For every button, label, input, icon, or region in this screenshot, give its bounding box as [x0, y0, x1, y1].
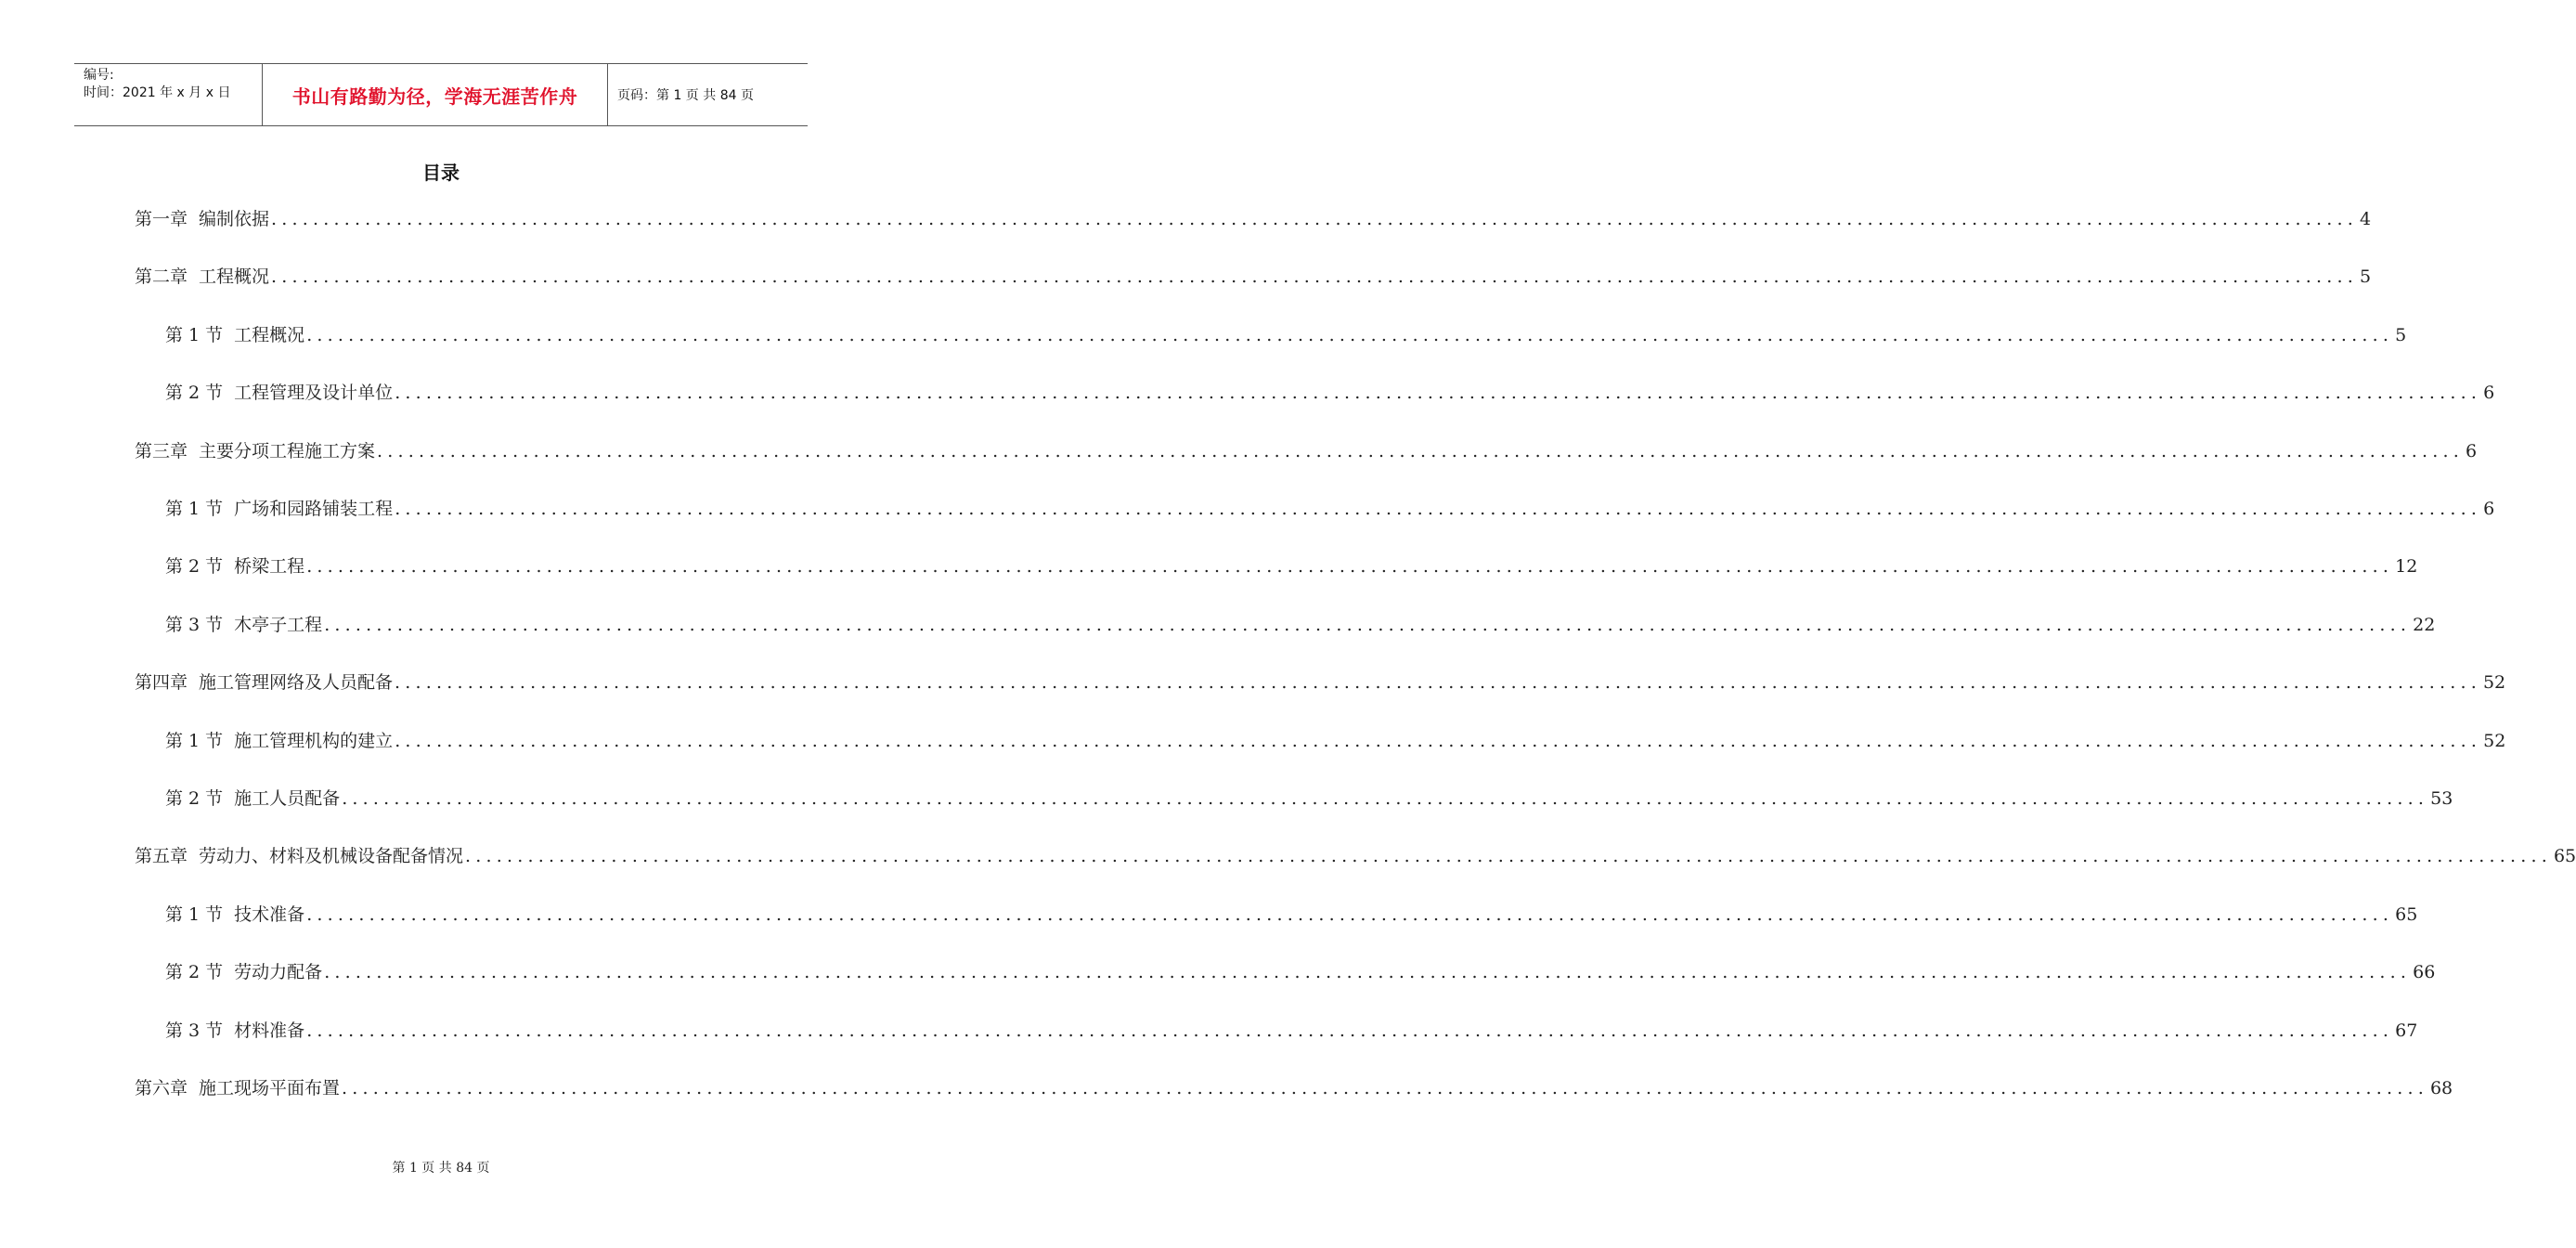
toc-entry-title: 劳动力配备	[234, 962, 323, 983]
header-page-cell	[608, 64, 808, 125]
toc-entry-number: 第 2 节	[165, 383, 224, 404]
toc-entry[interactable]	[165, 379, 2495, 407]
toc-dot-leader: ........................................................................................................................................................................................................	[465, 846, 2552, 867]
toc-entry-title: 劳动力、材料及机械设备配备情况	[199, 846, 464, 867]
toc-entry-number: 第三章	[135, 440, 188, 462]
toc-entry-label	[165, 727, 393, 755]
toc-entry-number: 第一章	[135, 209, 188, 229]
toc-entry-label	[165, 1017, 304, 1045]
toc-entry-number: 第六章	[135, 1078, 188, 1098]
toc-entry[interactable]	[165, 321, 2407, 349]
toc-entry-label	[135, 1074, 340, 1102]
toc-entry-label	[165, 552, 304, 580]
toc-dot-leader: ........................................................................................................................................................................................................	[306, 324, 2394, 345]
toc-entry-title: 编制依据	[199, 209, 270, 229]
toc-entry-label	[165, 958, 322, 986]
toc-dot-leader: ........................................................................................................................................................................................................	[342, 1078, 2428, 1098]
toc-entry-label	[165, 379, 393, 407]
toc-entry-label	[135, 205, 269, 233]
toc-entry[interactable]	[165, 727, 2506, 755]
toc-entry[interactable]	[135, 669, 2506, 696]
header-info-cell	[74, 64, 262, 125]
toc-entry-title: 工程概况	[234, 324, 305, 345]
header-motto-cell	[262, 64, 608, 125]
toc-dot-leader: ........................................................................................................................................................................................................	[342, 788, 2429, 809]
toc-entry-page: 65	[2553, 846, 2576, 867]
toc-entry-number: 第 1 节	[165, 904, 224, 925]
toc-entry-title: 施工人员配备	[234, 788, 341, 809]
toc-entry-title: 施工现场平面布置	[199, 1078, 341, 1098]
toc-entry-page: 65	[2395, 904, 2418, 925]
toc-entry-title: 广场和园路铺装工程	[234, 499, 394, 519]
toc-entry-page: 22	[2413, 614, 2436, 635]
toc-dot-leader: ........................................................................................................................................................................................................	[306, 904, 2394, 925]
toc-entry-label	[165, 901, 304, 929]
toc-entry-title: 工程管理及设计单位	[234, 383, 394, 404]
toc-entry[interactable]	[165, 611, 2436, 639]
toc-entry[interactable]	[135, 205, 2372, 233]
toc-entry-number: 第 1 节	[165, 324, 224, 345]
toc-entry-number: 第四章	[135, 672, 188, 694]
header-motto: 书山有路勤为径，学海无涯苦作舟	[291, 84, 578, 108]
toc-entry-number: 第 2 节	[165, 962, 224, 983]
toc-entry-page: 6	[2465, 440, 2478, 462]
toc-entry[interactable]	[135, 437, 2478, 465]
toc-entry[interactable]	[165, 785, 2453, 812]
toc-entry-page: 66	[2413, 962, 2436, 983]
toc-entry-title: 施工管理网络及人员配备	[199, 672, 394, 694]
toc-entry[interactable]	[135, 263, 2372, 291]
toc-entry-label	[165, 611, 322, 639]
header-page-number: 页码：第 1 页 共 84 页	[617, 88, 754, 103]
toc-dot-leader: ........................................................................................................................................................................................................	[306, 556, 2394, 578]
toc-entry[interactable]	[165, 1017, 2418, 1045]
toc-entry-title: 主要分项工程施工方案	[199, 440, 376, 462]
toc-dot-leader: ........................................................................................................................................................................................................	[324, 614, 2412, 635]
document-number-label: 编号:	[84, 68, 114, 83]
toc-entry-label	[135, 842, 463, 870]
toc-entry-label	[165, 495, 393, 523]
toc-entry-page: 52	[2483, 730, 2506, 751]
toc-entry-title: 工程概况	[199, 266, 270, 288]
toc-entry-page: 4	[2359, 209, 2372, 229]
toc-entry[interactable]	[135, 1074, 2453, 1102]
toc-dot-leader: ........................................................................................................................................................................................................	[271, 266, 2358, 288]
toc-entry[interactable]	[165, 958, 2436, 986]
toc-entry-title: 技术准备	[234, 904, 305, 925]
toc-dot-leader: ........................................................................................................................................................................................................	[395, 672, 2481, 694]
toc-entry[interactable]	[165, 552, 2418, 580]
toc-entry-number: 第 2 节	[165, 788, 224, 809]
toc-entry-page: 67	[2395, 1020, 2418, 1041]
toc-entry-page: 5	[2395, 324, 2407, 345]
toc-dot-leader: ........................................................................................................................................................................................................	[395, 730, 2482, 751]
toc-entry-number: 第 2 节	[165, 556, 224, 578]
toc-dot-leader: ........................................................................................................................................................................................................	[395, 383, 2482, 404]
toc-entry-page: 6	[2483, 499, 2495, 519]
toc-entry-number: 第 3 节	[165, 1020, 224, 1041]
document-header	[74, 63, 808, 126]
toc-entry[interactable]	[135, 842, 2576, 870]
toc-entry[interactable]	[165, 495, 2495, 523]
toc-dot-leader: ........................................................................................................................................................................................................	[306, 1020, 2394, 1041]
toc-dot-leader: ........................................................................................................................................................................................................	[395, 499, 2482, 519]
toc-entry-label	[135, 263, 269, 291]
toc-entry-label	[135, 669, 393, 696]
toc-entry-number: 第五章	[135, 846, 188, 867]
toc-entry-page: 68	[2429, 1078, 2453, 1098]
toc-entry-page: 12	[2395, 556, 2418, 578]
toc-title: 目录	[422, 162, 460, 184]
document-date: 时间：2021 年 x 月 x 日	[84, 85, 231, 100]
toc-entry-title: 桥梁工程	[234, 556, 305, 578]
toc-entry-title: 木亭子工程	[234, 614, 323, 635]
toc-entry-page: 52	[2482, 672, 2506, 694]
toc-entry-title: 施工管理机构的建立	[234, 730, 394, 751]
toc-entry-page: 6	[2483, 383, 2495, 404]
toc-dot-leader: ........................................................................................................................................................................................................	[324, 962, 2412, 983]
toc-dot-leader: ........................................................................................................................................................................................................	[271, 209, 2358, 229]
toc-entry-number: 第 1 节	[165, 730, 224, 751]
page-footer: 第 1 页 共 84 页	[392, 1161, 490, 1176]
toc-entry-label	[165, 785, 340, 812]
toc-entry-number: 第 3 节	[165, 614, 224, 635]
toc-entry-title: 材料准备	[234, 1020, 305, 1041]
toc-entry-number: 第 1 节	[165, 499, 224, 519]
toc-entry-page: 5	[2359, 266, 2372, 288]
toc-entry[interactable]	[165, 901, 2418, 929]
toc-dot-leader: ........................................................................................................................................................................................................	[377, 440, 2464, 462]
toc-entry-page: 53	[2430, 788, 2453, 809]
toc-entry-label	[165, 321, 304, 349]
toc-entry-label	[135, 437, 375, 465]
toc-entry-number: 第二章	[135, 266, 188, 288]
